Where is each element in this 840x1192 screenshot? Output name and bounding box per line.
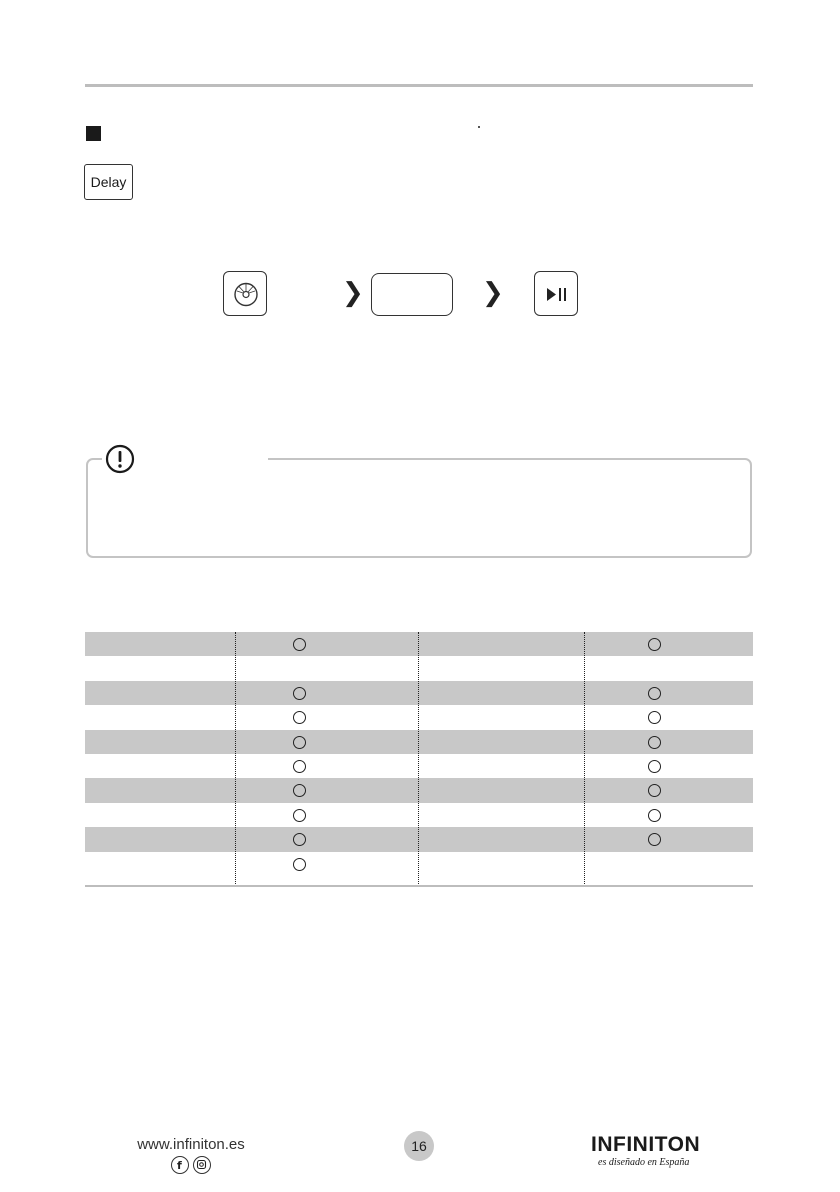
brand-tagline: es diseñado en España [598, 1157, 690, 1168]
circle-marker [648, 638, 661, 651]
circle-marker [293, 711, 306, 724]
table-row [85, 656, 753, 680]
svg-text:f: f [177, 1159, 182, 1172]
note-box [86, 458, 752, 558]
table-row [85, 730, 753, 754]
bottom-rule [85, 885, 753, 887]
speck [478, 126, 480, 128]
top-rule [85, 84, 753, 87]
page-number: 16 [404, 1131, 434, 1161]
disc-key [223, 271, 267, 316]
circle-marker [293, 833, 306, 846]
blank-key [371, 273, 453, 316]
circle-marker [293, 687, 306, 700]
delay-key: Delay [84, 164, 133, 200]
circle-marker [648, 711, 661, 724]
circle-marker [648, 687, 661, 700]
circle-marker [293, 638, 306, 651]
chevron-right-icon: ❯ [482, 278, 504, 308]
chevron-right-icon: ❯ [342, 278, 364, 308]
circle-marker [648, 809, 661, 822]
table-row [85, 827, 753, 851]
play-pause-icon [535, 272, 579, 317]
circle-marker [293, 736, 306, 749]
section-marker [86, 126, 101, 141]
exclamation-icon [104, 443, 136, 475]
circle-marker [293, 858, 306, 871]
table-row [85, 803, 753, 827]
table-row [85, 632, 753, 656]
note-line [268, 458, 276, 460]
compatibility-table [85, 632, 753, 876]
instagram-icon[interactable] [193, 1156, 211, 1174]
disc-icon [224, 272, 268, 317]
circle-marker [293, 809, 306, 822]
table-row [85, 705, 753, 729]
table-row [85, 681, 753, 705]
circle-marker [293, 784, 306, 797]
circle-marker [648, 784, 661, 797]
table-row [85, 778, 753, 802]
table-row [85, 754, 753, 778]
column-separator [235, 632, 236, 886]
table-row [85, 852, 753, 876]
circle-marker [648, 736, 661, 749]
column-separator [584, 632, 585, 886]
brand-logo: INFINITON [591, 1133, 701, 1156]
circle-marker [648, 760, 661, 773]
circle-marker [293, 760, 306, 773]
website-link[interactable]: www.infiniton.es [137, 1136, 245, 1153]
play-pause-key [534, 271, 578, 316]
circle-marker [648, 833, 661, 846]
column-separator [418, 632, 419, 886]
facebook-icon[interactable] [171, 1156, 189, 1174]
